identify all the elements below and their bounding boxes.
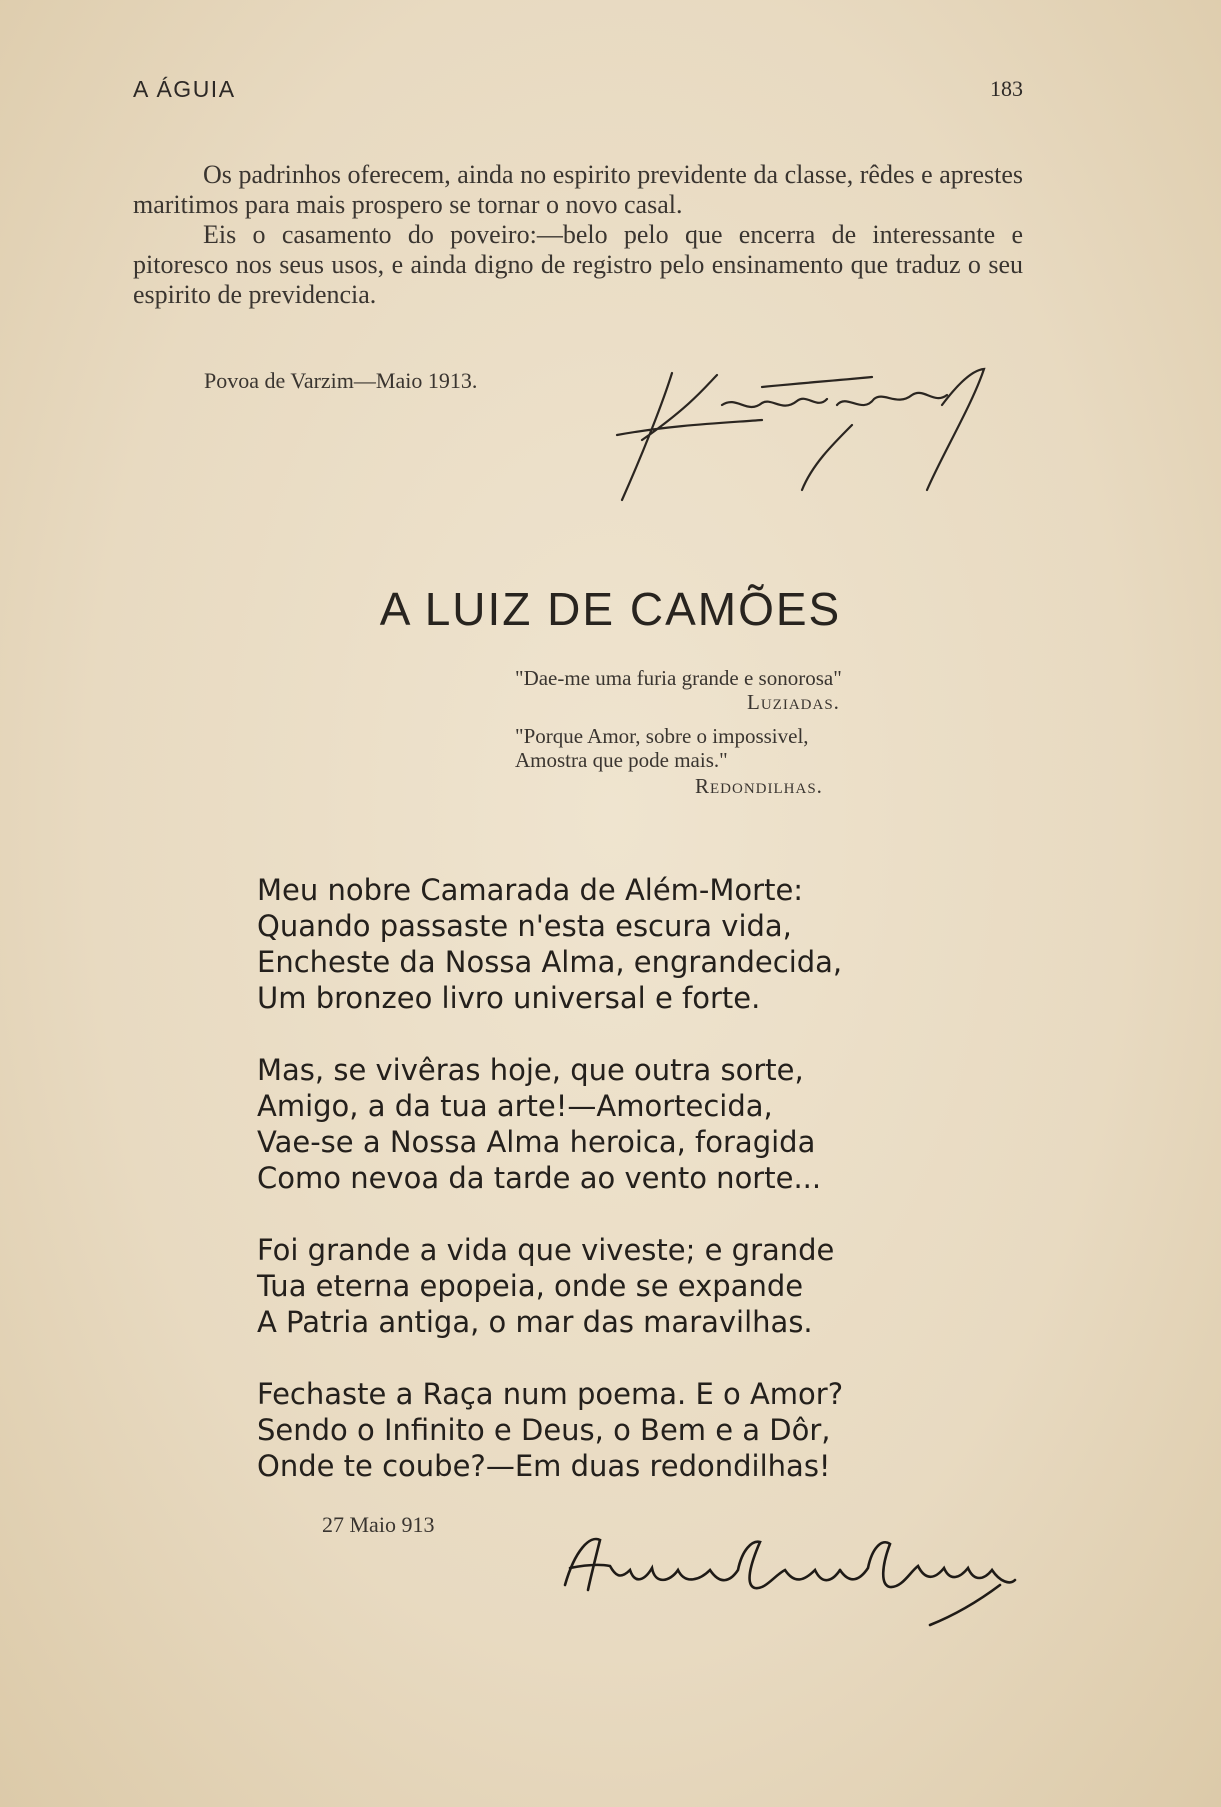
verse-line: Como nevoa da tarde ao vento norte... [257,1161,822,1195]
verse-line: Encheste da Nossa Alma, engrandecida, [257,945,843,979]
epigraph-line: Amostra que pode mais." [515,748,728,772]
verse-line: Meu nobre Camarada de Além-Morte: [257,873,804,907]
epigraph-line: "Dae-me uma furia grande e sonorosa" [515,666,842,690]
prose-paragraph: Os padrinhos oferecem, ainda no espirito previdente da classe, rêdes e aprestes maritimos para mais prospero se tornar o novo casal. [133,160,1023,219]
epigraphs [515,666,915,808]
stanza [257,1232,957,1340]
signature-correa-oliveira [560,1530,1020,1630]
stanza [257,1376,957,1484]
place-date: Povoa de Varzim—Maio 1913. [204,368,478,393]
poem-date: 27 Maio 913 [322,1512,435,1537]
poem-title: A LUIZ DE CAMÕES [379,583,842,635]
epigraph-source: Luziadas. [747,690,840,714]
epigraph-source: Redondilhas. [695,774,823,798]
verse-line: Sendo o Infinito e Deus, o Bem e a Dôr, [257,1413,831,1447]
stanza [257,872,957,1016]
verse-line: Vae-se a Nossa Alma heroica, foragida [257,1125,816,1159]
prose-paragraph: Eis o casamento do poveiro:—belo pelo que encerra de interessante e pitoresco nos seus usos, e ainda digno de registro pelo ensinamento que traduz o seu espirito de previdencia. [133,220,1023,309]
verse-line: Quando passaste n'esta escura vida, [257,909,792,943]
stanza [257,1052,957,1196]
verse-line: Um bronzeo livro universal e forte. [257,981,761,1015]
prose-section [133,160,1023,310]
verse-line: A Patria antiga, o mar das maravilhas. [257,1305,813,1339]
verse-line: Amigo, a da tua arte!—Amortecida, [257,1089,773,1123]
running-head [133,76,1023,110]
page-number: 183 [990,76,1023,101]
signature-santos-graca [612,365,1032,505]
journal-title: A ÁGUIA [133,76,236,102]
poem-body [257,872,957,1520]
epigraph-line: "Porque Amor, sobre o impossivel, [515,724,809,748]
verse-line: Tua eterna epopeia, onde se expande [257,1269,804,1303]
verse-line: Foi grande a vida que viveste; e grande [257,1233,835,1267]
verse-line: Fechaste a Raça num poema. E o Amor? [257,1377,844,1411]
verse-line: Mas, se vivêras hoje, que outra sorte, [257,1053,804,1087]
verse-line: Onde te coube?—Em duas redondilhas! [257,1449,831,1483]
